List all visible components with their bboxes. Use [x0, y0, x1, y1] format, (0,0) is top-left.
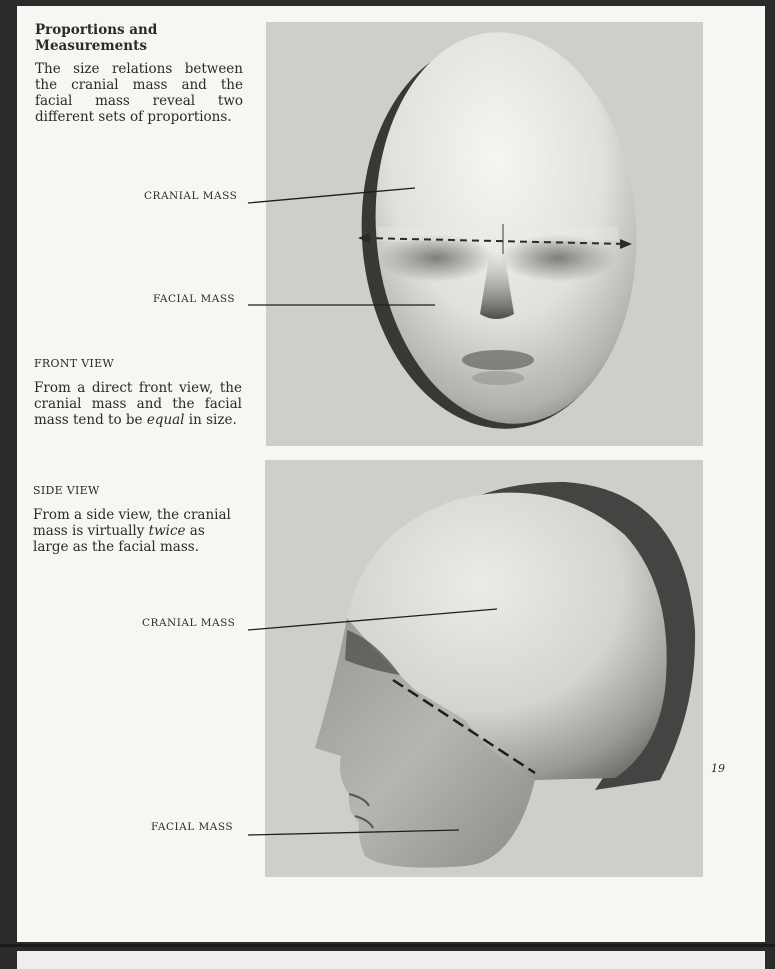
side-facial-pointer — [248, 830, 459, 835]
side-view-paragraph: From a side view, the cranial mass is virtually twice as large as the facial mass. — [33, 507, 231, 555]
side-cranial-mass-label: CRANIAL MASS — [142, 617, 236, 629]
front-view-heading: FRONT VIEW — [34, 357, 115, 370]
front-cranial-pointer — [248, 188, 415, 203]
front-view-paragraph: From a direct front view, the cranial mass and the facial mass tend to be equal in size. — [34, 380, 242, 428]
front-cranial-mass-label: CRANIAL MASS — [144, 190, 238, 202]
front-facial-mass-label: FACIAL MASS — [153, 293, 236, 305]
section-title: Proportions and Measurements — [35, 22, 158, 54]
intro-paragraph: The size relations between the cranial mass and the facial mass reveal two different sets of proportions. — [35, 61, 243, 125]
side-facial-mass-label: FACIAL MASS — [151, 821, 234, 833]
page-number: 19 — [711, 762, 725, 775]
side-view-heading: SIDE VIEW — [33, 484, 100, 497]
side-cranial-pointer — [248, 609, 497, 630]
